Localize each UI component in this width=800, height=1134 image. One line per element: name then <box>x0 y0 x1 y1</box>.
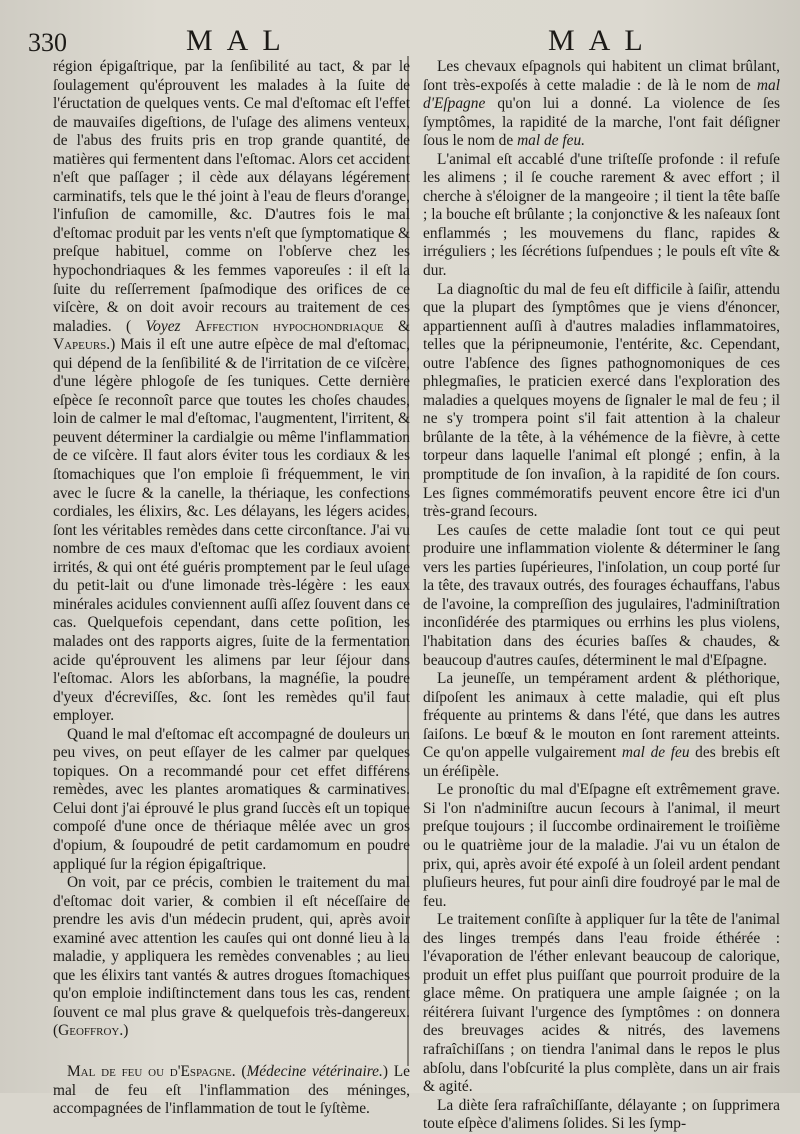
running-head-right: MAL <box>548 24 657 57</box>
right-column <box>423 58 780 1134</box>
paragraph: Le traitement conſiſte à appliquer ſur la tête de l'animal des linges trempés dans l'eau froide éthérée : l'évaporation de l'éther enlevant beaucoup de calorique, produit un effet plus puiſſant que pourroit produire de la glace même. On pratiquera une ample ſaignée ; on la réitérera ſuivant l'urgence des ſymptômes : on donnera des breuvages acides & nitrés, des lavemens rafraîchiſſans ; on tiendra l'animal dans le repos le plus abſolu, dans l'obſcurité la plus complète, dans un air frais & agité. <box>423 911 780 1096</box>
entry-mal-de-feu: Mal de feu ou d'Eſpagne. (Médecine vétérinaire.) Le mal de feu eſt l'inflammation des méninges, accompagnées de l'inflammation de tout le ſyſtème. <box>53 1062 410 1118</box>
term-italic: mal de feu <box>621 744 690 762</box>
text-span: ) Mais il eſt une autre eſpèce de mal d'eſtomac, qui dépend de la ſenſibilité & de l'irritation de ce viſcère, d'une légère phlogoſe de ſes tuniques. Cette dernière eſpèce ſe reconnoît parce que toutes les choſes chaudes, loin de calmer le mal d'eſtomac, l'augmentent, l'irritent, & peuvent déterminer la cardialgie ou même l'inflammation de ce viſcère. Il faut alors éviter tous les cordiaux & les ſtomachiques que l'on emploie ſi fréquemment, le vin avec le ſucre & la canelle, la thériaque, les confections cordiales, les élixirs, &c. Les délayans, les légers acides, ſont les véritables remèdes dans cette circonſtance. J'ai vu nombre de ces maux d'eſtomac que les cordiaux avoient irrités, & qui ont été guéris promptement par le ſeul uſage du petit-lait ou d'une limonade très-légère : les eaux minérales acidules conviennent auſſi aſſez ſouvent dans ce cas. Quelquefois cependant, dans cette poſition, les malades ont des rapports aigres, ſuite de la fermentation acide qu'éprouvent les alimens par leur ſéjour dans l'eſtomac. Alors les abſorbans, la magnéſie, la poudre d'yeux d'écreviſſes, &c. ſont les remèdes qu'il faut employer. <box>53 336 410 725</box>
running-head-left: MAL <box>186 24 295 57</box>
author-signature: Geoffroy. <box>58 1022 124 1040</box>
term-italic: mal d'Eſpagne <box>423 76 780 113</box>
term-italic: mal de feu. <box>517 132 586 150</box>
text-span: Les chevaux eſpagnols qui habitent un climat brûlant, ſont très-expoſés à cette maladie : de là le nom de <box>423 58 780 94</box>
page-number: 330 <box>28 28 67 57</box>
paragraph <box>423 670 780 781</box>
text-span: région épigaſtrique, par la ſenſibilité au tact, & par le ſoulagement qu'éprouvent les malades à la ſuite de l'éructation de quelques vents. Ce mal d'eſtomac eſt l'effet de mauvaiſes digeſtions, de l'uſage des alimens venteux, de l'abus des fruits pris en trop grande quantité, de matières qui fermentent dans l'eſtomac. Alors cet accident n'eſt que paſſager ; il cède aux délayans légérement carminatifs, tels que le thé joint à l'eau de fleurs d'orange, l'infuſion de camomille, &c. D'autres fois le mal d'eſtomac produit par les vents n'eſt que ſymptomatique & preſque habituel, comme on l'obſerve chez les hypochondriaques & les femmes vaporeuſes : il eſt la ſuite du reſſerrement ſpaſmodique des orifices de ce viſcère, & on doit avoir recours au traitement de ces maladies. ( <box>53 58 410 335</box>
cross-ref-voyez: Voyez <box>145 317 181 335</box>
text-span: qu'on lui a donné. La violence de ſes ſymptômes, la rapidité de la marche, l'ont fait déſigner ſous le nom de <box>423 95 780 150</box>
text-span: des brebis eſt un éréſipèle. <box>423 744 780 780</box>
paragraph <box>53 874 410 1041</box>
cross-reference: Affection hypochondriaque & Vapeurs. <box>53 317 410 354</box>
paragraph: La diagnoſtic du mal de feu eſt difficile à ſaiſir, attendu que la plupart des ſymptômes que je viens d'énoncer, appartiennent auſſi à d'autres maladies inflammatoires, telles que la péripneumonie, l'entérite, &c. Cependant, outre l'abſence des ſignes pathognomoniques de ces phlegmaſies, le praticien exercé dans l'exploration des maladies a quelques moyens de ſignaler le mal de feu ; il ne s'y trompera point s'il fait attention à la chaleur brûlante de la tête, à la véhémence de la fièvre, à cette torpeur dans laquelle l'animal eſt plongé ; enfin, à la promptitude de ſon invaſion, à la rapidité de ſon cours. Les ſignes commémoratifs peuvent encore être ici d'un très-grand ſecours. <box>423 280 780 521</box>
page-header <box>0 22 800 58</box>
text-span: ) <box>123 1022 129 1040</box>
entry-domain: Médecine vétérinaire. <box>246 1062 383 1080</box>
paragraph: Les cauſes de cette maladie ſont tout ce qui peut produire une inflammation violente & déterminer le ſang vers les parties ſupérieures, l'inſolation, un coup porté ſur la tête, des travaux outrés, des fourages échauffans, l'abus de l'avoine, la compreſſion des jugulaires, l'adminiſtration inconſidérée des ptarmiques ou errhins les plus violens, l'habitation dans des écuries baſſes & chaudes, & beaucoup d'autres cauſes, déterminent le mal d'Eſpagne. <box>423 521 780 669</box>
paragraph: La diète ſera rafraîchiſſante, délayante ; on ſupprimera toute eſpèce d'alimens ſolides. Si les ſymp- <box>423 1096 780 1133</box>
text-span: Le mal de feu eſt l'inflammation des méninges, accompagnées de l'inflammation de tout le ſyſtème. <box>53 1062 410 1118</box>
left-column <box>53 58 410 1119</box>
paragraph <box>53 58 410 726</box>
paragraph: Le pronoſtic du mal d'Eſpagne eſt extrêmement grave. Si l'on n'adminiſtre aucun ſecours à l'animal, il meurt preſque toujours ; il ſuccombe ordinairement le troiſième ou le quatrième jour de la maladie. J'ai vu un étalon de prix, qui, après avoir été expoſé à un ſoleil ardent pendant pluſieurs heures, fut pour ainſi dire foudroyé par le mal de feu. <box>423 781 780 910</box>
paragraph: Quand le mal d'eſtomac eſt accompagné de douleurs un peu vives, on peut eſſayer de les calmer par quelques topiques. On a recommandé pour cet effet différens remèdes, avec les plantes aromatiques & carminatives. Celui dont j'ai éprouvé le plus grand ſuccès eſt un topique compoſé d'une once de thériaque mêlée avec un gros d'opium, & ſoupoudré de petit cardamomum en poudre appliqué ſur la région épigaſtrique. <box>53 725 410 873</box>
paragraph: L'animal eſt accablé d'une triſteſſe profonde : il refuſe les alimens ; il ſe couche rarement & avec effort ; il cherche à s'éloigner de la mangeoire ; il tient la tête baſſe ; la bouche eſt brûlante ; la conjonctive & les naſeaux ſont enflammés ; les mouvemens du flanc, rapides & irréguliers ; les ſécrétions ſuſpendues ; le pouls eſt vîte & dur. <box>423 150 780 280</box>
entry-headword: Mal de feu ou d'Eſpagne. <box>67 1062 236 1080</box>
paragraph <box>423 58 780 151</box>
text-span: On voit, par ce précis, combien le traitement du mal d'eſtomac doit varier, & combien il eſt néceſſaire de prendre les avis d'un médecin prudent, qui, après avoir examiné avec attention les cauſes qui ont donné lieu à la maladie, y appliquera les remèdes convenables ; au lieu que les élixirs tant vantés & autres drogues ſtomachiques qu'on emploie indiſtinctement dans tous les cas, rendent ſouvent ce mal plus grave & quelquefois très-dangereux. ( <box>53 874 410 1040</box>
text-span: La jeuneſſe, un tempérament ardent & pléthorique, diſpoſent les animaux à cette maladie, qui eſt plus fréquente au printems & dans l'été, que dans les autres ſaiſons. Le bœuf & le mouton en ſont rarement atteints. Ce qu'on appelle vulgairement <box>423 670 780 762</box>
